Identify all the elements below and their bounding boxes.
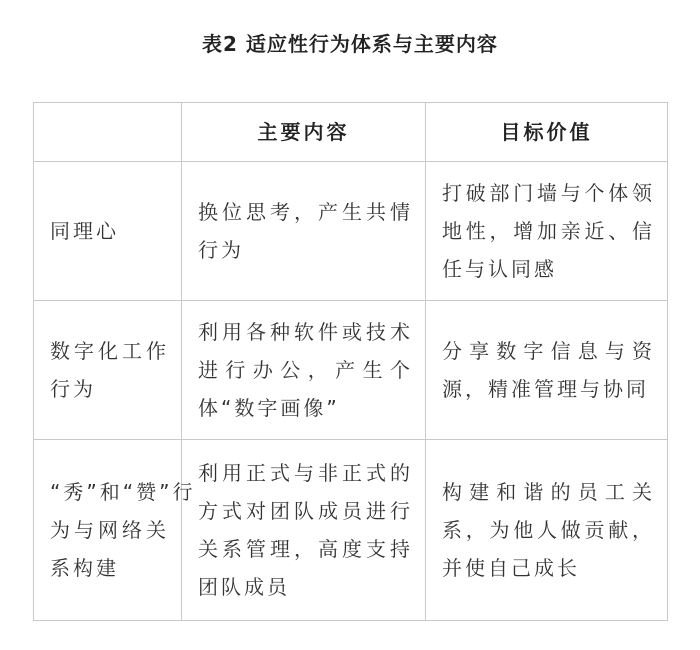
row-2-content: [182, 301, 426, 440]
row-3-value: [426, 440, 668, 621]
row-1-category: [34, 162, 182, 301]
row-1-content: [182, 162, 426, 301]
header-empty-cell: [34, 103, 182, 162]
row-3-category: [34, 440, 196, 621]
row-2-category-text: 数字化工作行为: [50, 339, 169, 401]
row-1-value-text: 打破部门墙与个体领地性，增加亲近、信任与认同感: [442, 181, 655, 281]
table-row: [34, 162, 668, 301]
row-3-category-text: “秀”和“赞”行为与网络关系构建: [50, 480, 196, 580]
table-row: [34, 301, 668, 440]
header-main-content: 主要内容: [182, 103, 426, 162]
behavior-system-table: [33, 102, 668, 621]
row-1-content-text: 换位思考，产生共情行为: [198, 200, 413, 262]
row-1-category-text: 同理心: [50, 219, 119, 243]
row-2-content-text: 利用各种软件或技术进行办公，产生个体“数字画像”: [198, 320, 413, 420]
row-3-content: [182, 440, 426, 621]
row-2-value: [426, 301, 668, 440]
row-1-value: [426, 162, 668, 301]
header-target-value: 目标价值: [426, 103, 668, 162]
row-2-value-text: 分享数字信息与资源，精准管理与协同: [442, 339, 655, 401]
row-3-value-text: 构建和谐的员工关系，为他人做贡献，并使自己成长: [442, 480, 655, 580]
table-title: 表2 适应性行为体系与主要内容: [202, 32, 498, 56]
table-row: [34, 440, 668, 621]
row-2-category: [34, 301, 182, 440]
table-header-row: [34, 103, 668, 162]
row-3-content-text: 利用正式与非正式的方式对团队成员进行关系管理，高度支持团队成员: [198, 461, 413, 599]
